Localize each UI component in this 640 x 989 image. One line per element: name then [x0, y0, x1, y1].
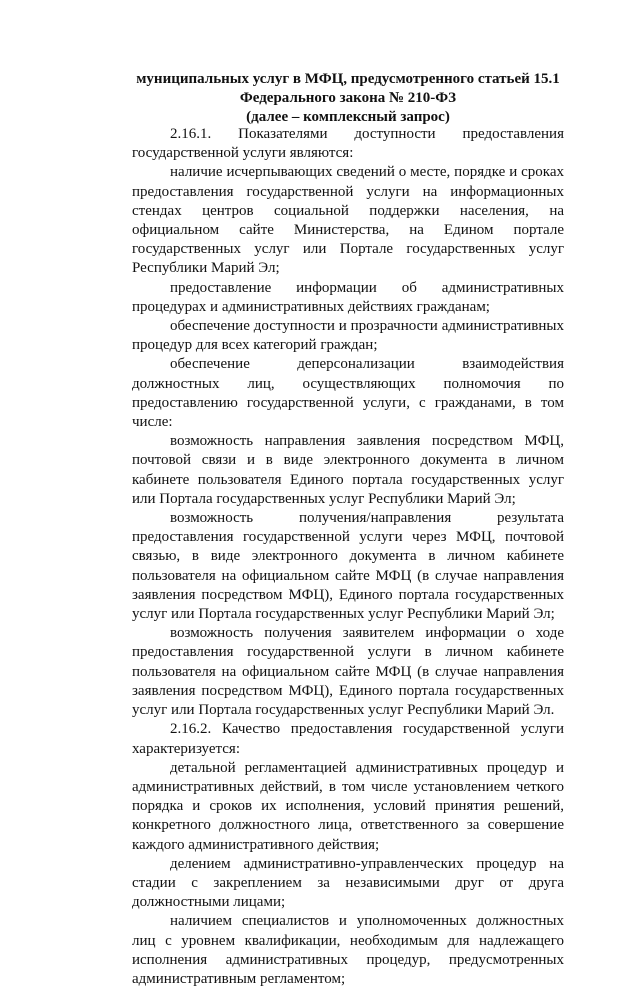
section-heading: [132, 70, 564, 127]
heading-line-1: муниципальных услуг в МФЦ, предусмотренного статьей 15.1: [136, 71, 560, 87]
paragraph-info-availability: наличие исчерпывающих сведений о месте, порядке и сроках предоставления государственной услуги на информационных стендах центров социальной поддержки населения, на официальном сайте Министерства, на Едином портале государственных услуг или Портале государственных услуг Республики Марий Эл;: [132, 164, 564, 277]
document-body: [132, 125, 564, 989]
paragraph-regulation: детальной регламентацией административных процедур и административных действий, в том числе установлением четкого порядка и сроков их исполнения, условий принятия решений, конкретного должностного лица, ответственного за совершение каждого административного действия;: [132, 759, 564, 853]
paragraph-division: делением административно-управленческих процедур на стадии с закреплением за независимыми друг от друга должностными лицами;: [132, 855, 564, 911]
paragraph-2-16-2: 2.16.2. Качество предоставления государственной услуги характеризуется:: [132, 721, 564, 757]
heading-line-3: (далее – комплексный запрос): [246, 109, 450, 125]
paragraph-application-channels: возможность направления заявления посредством МФЦ, почтовой связи и в виде электронного документа в личном кабинете пользователя Единого портала государственных услуг или Портала государственных услуг Республики Марий Эл;: [132, 433, 564, 507]
paragraph-status-info: возможность получения заявителем информации о ходе предоставления государственной услуги в личном кабинете пользователя на официальном сайте МФЦ (в случае направления заявления посредством МФЦ), Единого портала государственных услуг или Портала государственных услуг Республики Марий Эл.: [132, 625, 564, 719]
paragraph-2-16-1: 2.16.1. Показателями доступности предоставления государственной услуги являются:: [132, 126, 564, 162]
paragraph-depersonalization: обеспечение деперсонализации взаимодействия должностных лиц, осуществляющих полномочия по предоставлению государственной услуги, с гражданами, в том числе:: [132, 356, 564, 431]
paragraph-accessibility: обеспечение доступности и прозрачности административных процедур для всех категорий граждан;: [132, 318, 564, 354]
heading-line-2: Федерального закона № 210-ФЗ: [239, 90, 457, 106]
paragraph-qualification: наличием специалистов и уполномоченных должностных лиц с уровнем квалификации, необходимым для надлежащего исполнения административных процедур, предусмотренных административным регламентом;: [132, 913, 564, 987]
paragraph-result-channels: возможность получения/направления результата предоставления государственной услуги через МФЦ, почтовой связью, в виде электронного документа в личном кабинете пользователя на официальном сайте МФЦ (в случае направления заявления посредством МФЦ), Единого портала государственных услуг или Портала государственных услуг Республики Марий Эл;: [132, 510, 564, 623]
paragraph-info-procedures: предоставление информации об административных процедурах и административных действиях гражданам;: [132, 279, 564, 315]
